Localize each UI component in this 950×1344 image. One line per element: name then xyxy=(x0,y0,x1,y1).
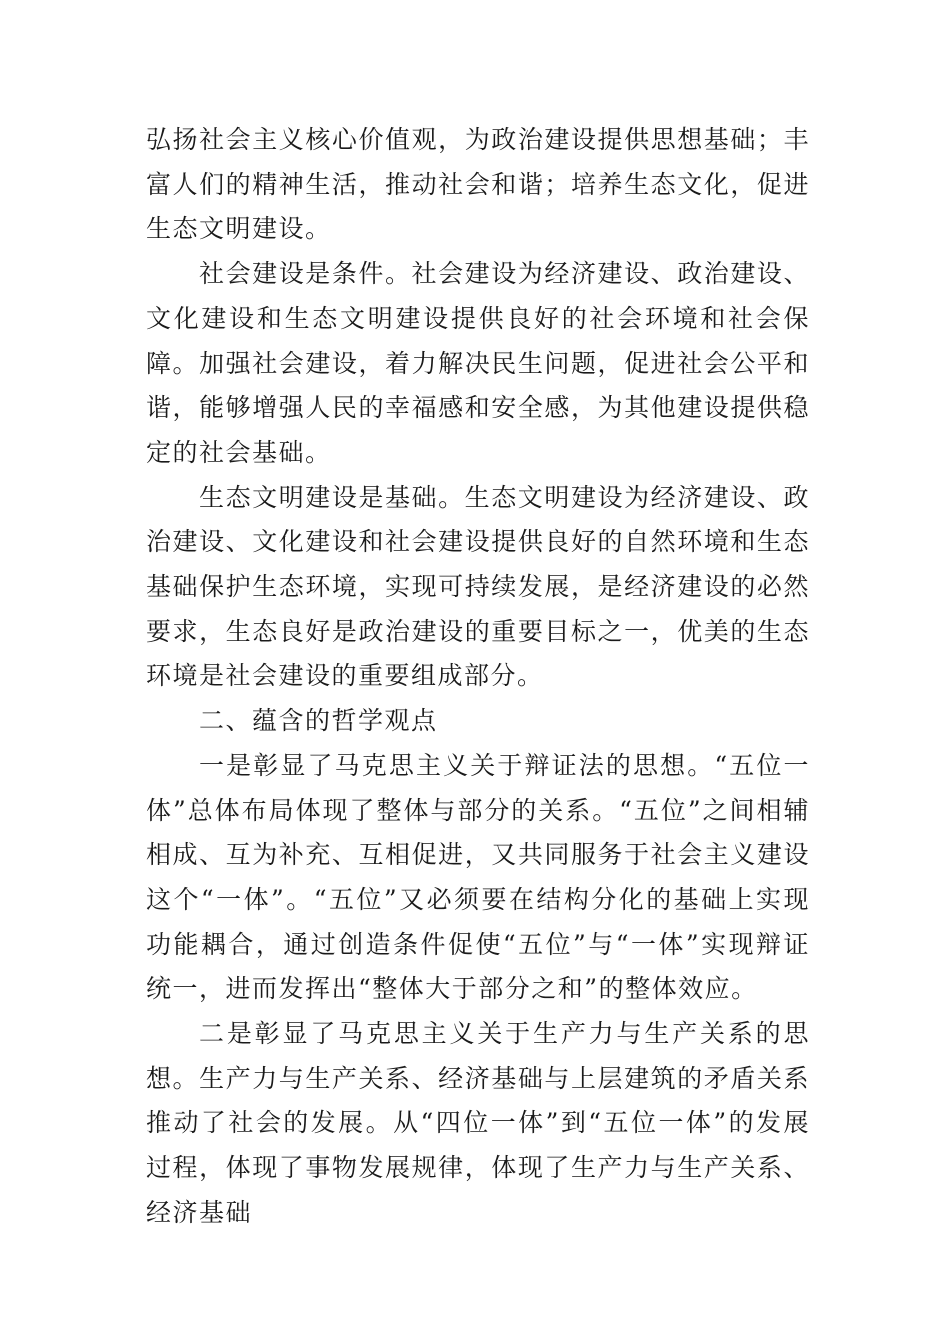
paragraph-productive-forces: 二是彰显了马克思主义关于生产力与生产关系的思想。生产力与生产关系、经济基础与上层建筑的矛盾关系推动了社会的发展。从“四位一体”到“五位一体”的发展过程，体现了事物发展规律，体现了生产力与生产关系、经济基础 xyxy=(146,1019,811,1227)
section-heading-philosophy: 二、蕴含的哲学观点 xyxy=(199,706,438,736)
document-body xyxy=(146,118,810,1236)
paragraph-dialectics: 一是彰显了马克思主义关于辩证法的思想。“五位一体”总体布局体现了整体与部分的关系。“五位”之间相辅相成、互为补充、互相促进，又共同服务于社会主义建设这个“一体”。“五位”又必须要在结构分化的基础上实现功能耦合，通过创造条件促使“五位”与“一体”实现辩证统一，进而发挥出“整体大于部分之和”的整体效应。 xyxy=(146,750,810,1004)
paragraph-ecological-civilization: 生态文明建设是基础。生态文明建设为经济建设、政治建设、文化建设和社会建设提供良好的自然环境和生态基础保护生态环境，实现可持续发展，是经济建设的必然要求，生态良好是政治建设的重要目标之一，优美的生态环境是社会建设的重要组成部分。 xyxy=(146,482,810,691)
paragraph-continuation: 弘扬社会主义核心价值观，为政治建设提供思想基础；丰富人们的精神生活，推动社会和谐；培养生态文化，促进生态文明建设。 xyxy=(146,125,810,244)
paragraph-social-construction: 社会建设是条件。社会建设为经济建设、政治建设、文化建设和生态文明建设提供良好的社会环境和社会保障。加强社会建设，着力解决民生问题，促进社会公平和谐，能够增强人民的幸福感和安全感，为其他建设提供稳定的社会基础。 xyxy=(146,259,810,467)
